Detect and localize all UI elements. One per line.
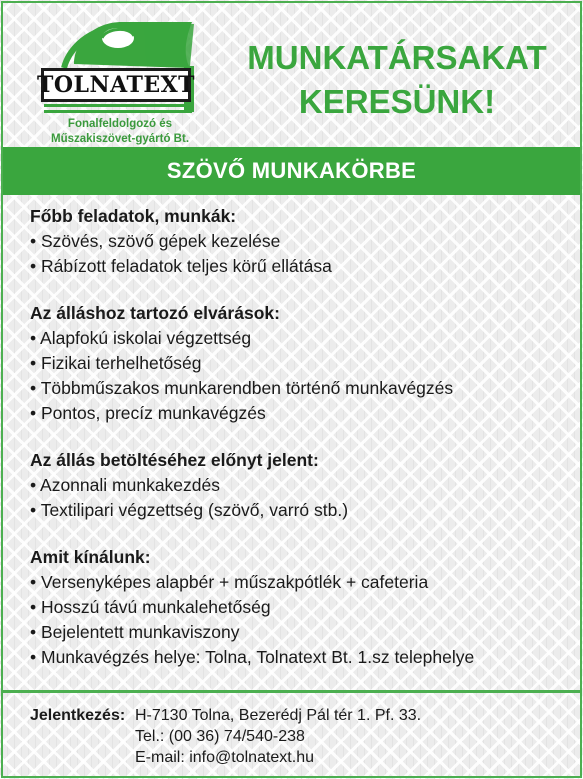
contact-email: E-mail: info@tolnatext.hu [135,749,314,766]
job-details [30,204,570,692]
section-tasks [30,204,570,279]
bullet-list [30,229,570,279]
section-heading: Amit kínálunk: [30,547,151,567]
list-item: • Rábízott feladatok teljes körű ellátása [30,254,570,279]
section-requirements [30,301,570,426]
contact-address: H-7130 Tolna, Bezerédj Pál tér 1. Pf. 33. [135,707,422,724]
list-item: • Hosszú távú munkalehetőség [30,595,570,620]
list-item: • Bejelentett munkaviszony [30,620,570,645]
contact-info [30,705,570,768]
bullet-list [30,326,570,426]
list-item: • Textilipari végzettség (szövő, varró stb.) [30,498,570,523]
list-item: • Alapfokú iskolai végzettség [30,326,570,351]
logo-subtitle-line1: Fonalfeldolgozó és [67,118,173,130]
list-item: • Fizikai terhelhetőség [30,351,570,376]
fabric-roll-graphic [34,12,206,122]
section-heading: Az állás betöltéséhez előnyt jelent: [30,450,319,470]
list-item: • Többműszakos munkarendben történő munkavégzés [30,376,570,401]
bullet-list [30,473,570,523]
section-heading: Főbb feladatok, munkák: [30,206,237,226]
company-logo [34,12,206,145]
section-offer [30,545,570,670]
headline-line2: KERESÜNK! [298,83,496,120]
list-item: • Versenyképes alapbér + műszakpótlék + cafeteria [30,570,570,595]
contact-label: Jelentkezés: [30,707,126,724]
logo-subtitle-line2: Műszakiszövet-gyártó Bt. [50,133,190,145]
bullet-list [30,570,570,670]
contact-phone: Tel.: (00 36) 74/540-238 [135,728,305,745]
list-item: • Szövés, szövő gépek kezelése [30,229,570,254]
logo-wordmark: TOLNATEXT [41,68,191,102]
section-advantages [30,448,570,523]
section-heading: Az álláshoz tartozó elvárások: [30,303,280,323]
list-item: • Pontos, precíz munkavégzés [30,401,570,426]
headline-line1: MUNKATÁRSAKAT [247,39,547,76]
list-item: • Azonnali munkakezdés [30,473,570,498]
headline [218,36,576,124]
position-banner: SZÖVŐ MUNKAKÖRBE [3,147,580,195]
footer-divider [3,690,580,693]
list-item: • Munkavégzés helye: Tolna, Tolnatext Bt. 1.sz telephelye [30,645,570,670]
